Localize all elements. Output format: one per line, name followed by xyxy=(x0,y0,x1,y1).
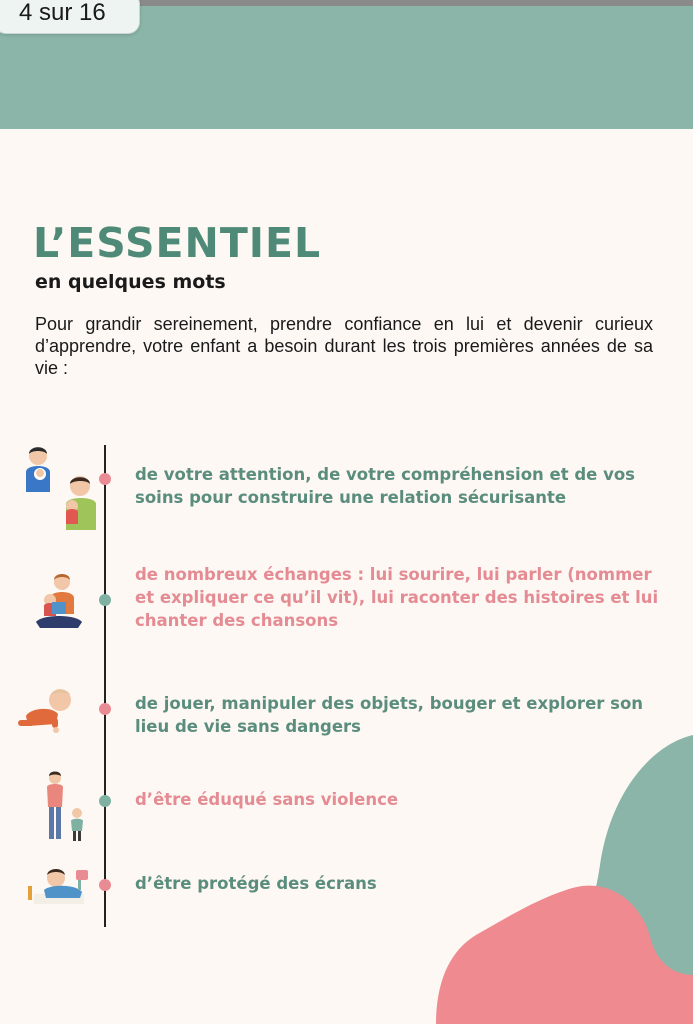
timeline-dot xyxy=(99,703,111,715)
need-item-no-violence: d’être éduqué sans violence xyxy=(135,790,399,809)
need-item-exchanges: de nombreux échanges : lui sourire, lui parler (nommer et expliquer ce qu’il vit), lui raconter des histoires et lui chanter des chansons xyxy=(135,565,659,630)
need-item-screens: d’être protégé des écrans xyxy=(135,874,377,893)
page-subtitle: en quelques mots xyxy=(35,271,226,293)
mother-walking-with-child-illustration xyxy=(40,769,90,844)
timeline-dot xyxy=(99,473,111,485)
page-title: L’ESSENTIEL xyxy=(33,219,322,267)
intro-paragraph: Pour grandir sereinement, prendre confiance en lui et devenir curieux d’apprendre, votre enfant a besoin durant les trois premières années de sa vie : xyxy=(35,314,653,378)
timeline-dot xyxy=(99,594,111,606)
timeline-dot xyxy=(99,795,111,807)
pink-blob-shape xyxy=(436,880,693,1024)
parent-reading-book-illustration xyxy=(34,572,84,630)
page-counter-badge: 4 sur 16 xyxy=(0,0,140,34)
crawling-baby-illustration xyxy=(16,686,76,734)
child-drawing-illustration xyxy=(26,864,92,908)
parents-with-baby-illustration xyxy=(22,442,100,534)
need-item-attention: de votre attention, de votre compréhension et de vos soins pour construire une relation sécurisante xyxy=(135,465,635,507)
timeline-dot xyxy=(99,879,111,891)
timeline-line xyxy=(104,445,106,927)
need-item-play: de jouer, manipuler des objets, bouger et explorer son lieu de vie sans dangers xyxy=(135,694,644,736)
